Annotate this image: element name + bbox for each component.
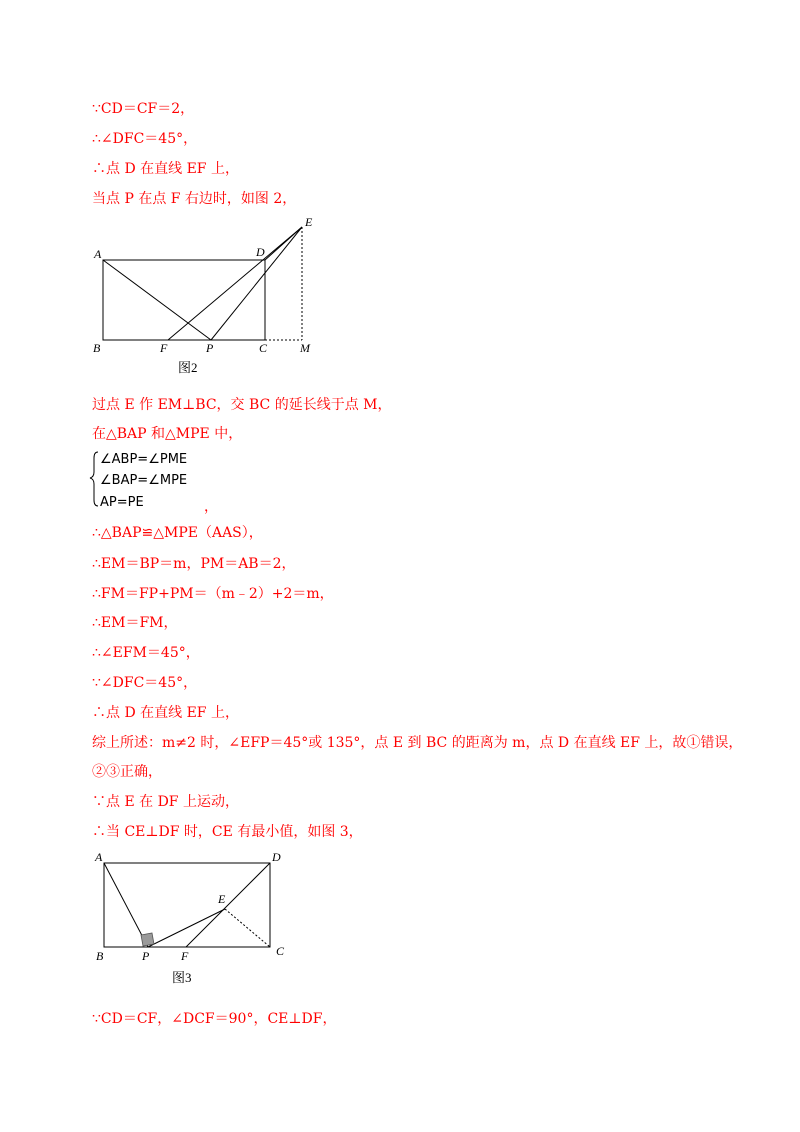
fig3-label-b: B <box>96 949 104 963</box>
fig3-segment-ec <box>225 909 270 947</box>
system-row-3: AP=PE <box>100 495 144 510</box>
fig2-segment-ap <box>103 260 211 340</box>
fig3-segment-fd <box>186 863 270 947</box>
line-12: ∵∠DFC＝45°， <box>92 675 198 691</box>
line-5: 过点 E 作 EM⊥BC，交 BC 的延长线于点 M， <box>92 397 392 413</box>
fig2-label-e: E <box>305 215 313 229</box>
fig3-segment-ap <box>104 863 148 947</box>
line-14: 综上所述：m≠2 时，∠EFP＝45°或 135°，点 E 到 BC 的距离为 m，点 D 在直线 EF 上，故①错误， <box>92 735 743 751</box>
system-brace <box>90 452 98 506</box>
fig2-label-p: P <box>206 341 214 355</box>
line-9: ∴FM＝FP+PM＝（m﹣2）+2＝m， <box>92 586 334 602</box>
fig3-label-c: C <box>276 944 285 958</box>
fig3-label-d: D <box>272 850 281 864</box>
fig2-rectangle <box>103 260 265 340</box>
fig3-label-e: E <box>218 892 226 906</box>
line-16: ∵点 E 在 DF 上运动， <box>92 794 239 810</box>
fig2-segment-fe <box>168 227 302 340</box>
fig2-label-f: F <box>160 341 168 355</box>
line-2: ∴∠DFC＝45°， <box>92 131 198 147</box>
fig2-label-c: C <box>259 341 268 355</box>
fig2-label-d: D <box>256 245 265 259</box>
fig3-right-angle-mark <box>141 933 154 946</box>
line-10: ∴EM＝FM， <box>92 615 178 631</box>
line-7: ∴△BAP≌△MPE（AAS）， <box>92 525 263 541</box>
line-18: ∵CD＝CF，∠DCF＝90°，CE⊥DF， <box>92 1011 337 1027</box>
fig3-label-f: F <box>181 949 189 963</box>
fig2-label-a: A <box>94 247 102 261</box>
line-4: 当点 P 在点 F 右边时，如图 2， <box>92 191 297 207</box>
line-17: ∴当 CE⊥DF 时，CE 有最小值，如图 3， <box>92 824 363 840</box>
fig2-segment-de <box>265 227 302 260</box>
line-6: 在△BAP 和△MPE 中， <box>92 426 243 442</box>
fig3-rectangle <box>104 863 270 947</box>
fig3-caption: 图3 <box>172 970 192 985</box>
line-3: ∴点 D 在直线 EF 上， <box>92 161 239 177</box>
line-13: ∴点 D 在直线 EF 上， <box>92 705 239 721</box>
fig2-label-m: M <box>300 341 310 355</box>
line-8: ∴EM＝BP＝m，PM＝AB＝2， <box>92 556 296 572</box>
fig2-label-b: B <box>93 341 101 355</box>
system-row-1: ∠ABP=∠PME <box>100 452 188 467</box>
fig3-label-a: A <box>95 850 103 864</box>
line-1: ∵CD＝CF＝2， <box>92 101 195 117</box>
fig3-segment-pe <box>148 909 225 947</box>
fig3-label-p: P <box>142 949 150 963</box>
line-11: ∴∠EFM＝45°， <box>92 645 200 661</box>
fig2-segment-pe <box>211 227 302 340</box>
system-row-2: ∠BAP=∠MPE <box>100 473 188 488</box>
fig2-caption: 图2 <box>178 360 198 375</box>
system-trailing-comma: ， <box>204 499 218 515</box>
line-15: ②③正确， <box>92 764 162 780</box>
